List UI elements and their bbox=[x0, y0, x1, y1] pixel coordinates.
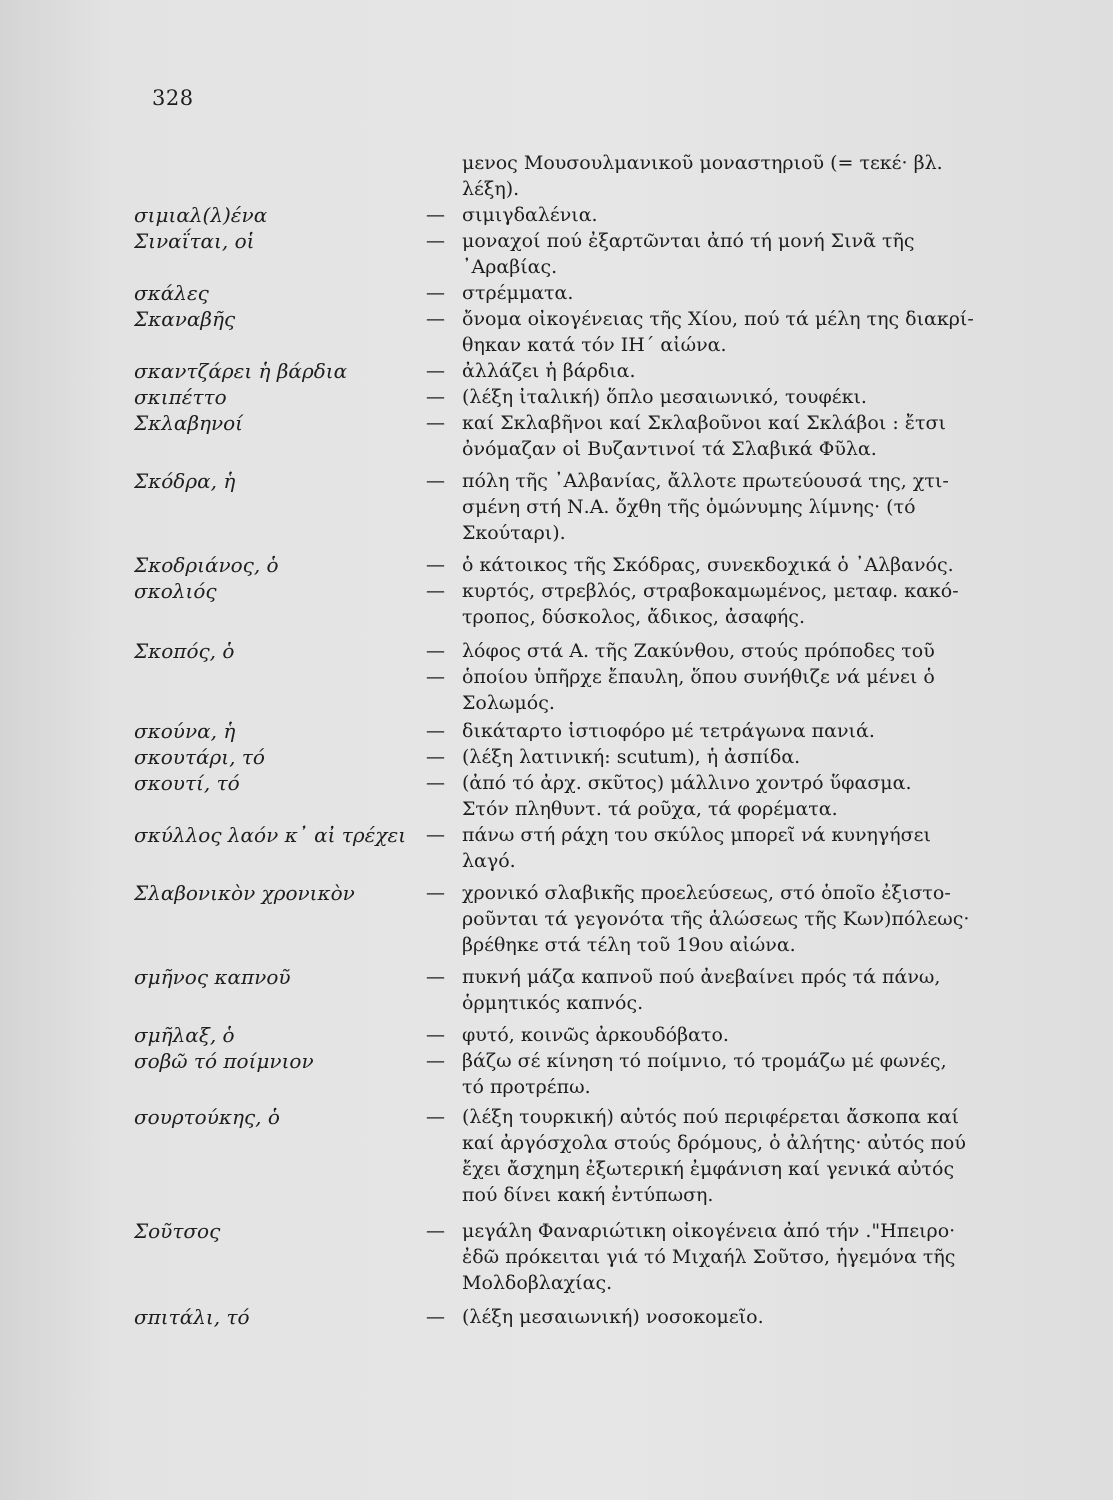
definition-line: Στόν πληθυντ. τά ροῦχα, τά φορέματα. bbox=[462, 798, 838, 820]
definition bbox=[426, 384, 1004, 410]
entry-definitions bbox=[426, 1104, 1004, 1208]
definition-line: — φυτό, κοινῶς ἀρκουδόβατο. bbox=[462, 1024, 729, 1046]
definition-line: τό προτρέπω. bbox=[462, 1076, 591, 1098]
definition-line: — δικάταρτο ἱστιοφόρο μέ τετράγωνα πανιά. bbox=[462, 720, 875, 742]
definition-line: — (λέξη ἰταλική) ὅπλο μεσαιωνικό, τουφέκι. bbox=[462, 386, 867, 408]
definition-line: — λόφος στά Α. τῆς Ζακύνθου, στούς πρόποδες τοῦ bbox=[462, 640, 935, 662]
definition bbox=[426, 202, 1004, 228]
glossary-entry bbox=[134, 1104, 1004, 1208]
definition-line: — (λέξη μεσαιωνική) νοσοκομεῖο. bbox=[462, 1306, 764, 1328]
glossary-entry bbox=[134, 552, 1004, 578]
definition bbox=[426, 280, 1004, 306]
definition bbox=[426, 1218, 1004, 1296]
entry-definitions bbox=[426, 822, 1004, 874]
definition bbox=[426, 410, 1004, 462]
definition bbox=[426, 1022, 1004, 1048]
definition-line: καί ἀργόσχολα στούς δρόμους, ὁ ἀλήτης· αὐτός πού bbox=[462, 1132, 966, 1154]
definition-line: — πυκνή μάζα καπνοῦ πού ἀνεβαίνει πρός τά πάνω, bbox=[462, 966, 941, 988]
entry-definitions bbox=[426, 228, 1004, 280]
entry-definitions bbox=[426, 552, 1004, 578]
definition bbox=[426, 150, 1004, 202]
entry-definitions bbox=[426, 468, 1004, 546]
page-number: 328 bbox=[152, 86, 194, 110]
glossary-entry bbox=[134, 384, 1004, 410]
definition bbox=[426, 638, 1004, 664]
glossary-entry bbox=[134, 306, 1004, 358]
entry-lemma: σουρτούκης, ὁ bbox=[134, 1105, 280, 1129]
definition-line: τροπος, δύσκολος, ἄδικος, ἀσαφής. bbox=[462, 606, 805, 628]
entry-definitions bbox=[426, 770, 1004, 822]
entry-lemma: σκύλλος λαόν κ᾿ αἰ τρέχει bbox=[134, 823, 407, 847]
definition-line: — ἀλλάζει ἡ βάρδια. bbox=[462, 360, 636, 382]
entry-lemma: σκουτάρι, τό bbox=[134, 745, 265, 769]
entry-definitions bbox=[426, 718, 1004, 744]
definition-line: Σκούταρι). bbox=[462, 522, 566, 544]
definition-line: ὀνόμαζαν οἱ Βυζαντινοί τά Σλαβικά Φῦλα. bbox=[462, 438, 877, 460]
entry-definitions bbox=[426, 384, 1004, 410]
entry-lemma bbox=[134, 150, 426, 202]
definition-line: Σολωμός. bbox=[462, 692, 555, 714]
definition-line: — χρονικό σλαβικῆς προελεύσεως, στό ὁποῖο ἐξιστο- bbox=[462, 882, 951, 904]
entry-definitions bbox=[426, 202, 1004, 228]
definition-line: ἐδῶ πρόκειται γιά τό Μιχαήλ Σοῦτσο, ἡγεμόνα τῆς bbox=[462, 1246, 956, 1268]
entry-lemma: σπιτάλι, τό bbox=[134, 1305, 250, 1329]
entry-lemma: σκάλες bbox=[134, 281, 209, 305]
entry-definitions bbox=[426, 1218, 1004, 1296]
definition bbox=[426, 1304, 1004, 1330]
entry-lemma: Σκοπός, ὁ bbox=[134, 639, 235, 663]
glossary-entry bbox=[134, 964, 1004, 1016]
definition-line: — σιμιγδαλένια. bbox=[462, 204, 598, 226]
glossary-entry bbox=[134, 1304, 1004, 1330]
entry-lemma: σκουτί, τό bbox=[134, 771, 240, 795]
definition-line: — μεγάλη Φαναριώτικη οἰκογένεια ἀπό τήν ."Ηπειρο· bbox=[462, 1220, 956, 1242]
definition bbox=[426, 468, 1004, 546]
definition-line: λαγό. bbox=[462, 850, 516, 872]
glossary-entry bbox=[134, 718, 1004, 744]
definition-line: — (λέξη τουρκική) αὐτός πού περιφέρεται ἄσκοπα καί bbox=[462, 1106, 959, 1128]
definition-line: βρέθηκε στά τέλη τοῦ 19ου αἰώνα. bbox=[462, 934, 796, 956]
entry-definitions bbox=[426, 744, 1004, 770]
glossary-entry bbox=[134, 770, 1004, 822]
glossary-entry bbox=[134, 150, 1004, 202]
entry-lemma: Σιναΐται, οἱ bbox=[134, 229, 255, 253]
definition-line: — πάνω στή ράχη του σκύλος μπορεῖ νά κυνηγήσει bbox=[462, 824, 931, 846]
entry-definitions bbox=[426, 410, 1004, 462]
definition-line: ἔχει ἄσχημη ἐξωτερική ἐμφάνιση καί γενικά αὐτός bbox=[462, 1158, 955, 1180]
definition bbox=[426, 552, 1004, 578]
definition bbox=[426, 744, 1004, 770]
definition-line: πού δίνει κακή ἐντύπωση. bbox=[462, 1184, 714, 1206]
entry-definitions bbox=[426, 1304, 1004, 1330]
entry-definitions bbox=[426, 150, 1004, 202]
entry-lemma: Σκαναβῆς bbox=[134, 307, 236, 331]
glossary-entry bbox=[134, 1022, 1004, 1048]
glossary-entry bbox=[134, 822, 1004, 874]
definition-line: ὁρμητικός καπνός. bbox=[462, 992, 644, 1014]
glossary-entry bbox=[134, 410, 1004, 462]
definition-line: — στρέμματα. bbox=[462, 282, 574, 304]
glossary-entry bbox=[134, 880, 1004, 958]
definition bbox=[426, 228, 1004, 280]
definition-line: θηκαν κατά τόν ΙΗ΄ αἰώνα. bbox=[462, 334, 727, 356]
definition bbox=[426, 770, 1004, 822]
entry-lemma: Σκόδρα, ἡ bbox=[134, 469, 236, 493]
definition-line: — ὄνομα οἰκογένειας τῆς Χίου, πού τά μέλη της διακρί- bbox=[462, 308, 974, 330]
glossary-entry bbox=[134, 228, 1004, 280]
definition-line: Μολδοβλαχίας. bbox=[462, 1272, 613, 1294]
glossary-entry bbox=[134, 468, 1004, 546]
entry-definitions bbox=[426, 358, 1004, 384]
definition-line: ᾿Αραβίας. bbox=[462, 256, 558, 278]
entry-lemma: σκιπέττο bbox=[134, 385, 227, 409]
definition-line: — καί Σκλαβῆνοι καί Σκλαβοῦνοι καί Σκλάβοι : ἔτσι bbox=[462, 412, 946, 434]
glossary-entry bbox=[134, 744, 1004, 770]
glossary-entries bbox=[134, 150, 1004, 1330]
definition bbox=[426, 306, 1004, 358]
definition bbox=[426, 718, 1004, 744]
entry-definitions bbox=[426, 1048, 1004, 1100]
definition bbox=[426, 664, 1004, 716]
glossary-entry bbox=[134, 578, 1004, 630]
entry-lemma: σιμιαλ(λ)ένα bbox=[134, 203, 268, 227]
entry-definitions bbox=[426, 964, 1004, 1016]
definition bbox=[426, 578, 1004, 630]
glossary-entry bbox=[134, 1218, 1004, 1296]
definition-line: — ὁ κάτοικος τῆς Σκόδρας, συνεκδοχικά ὁ ᾿Αλβανός. bbox=[462, 554, 954, 576]
definition-line: — μοναχοί πού ἐξαρτῶνται ἀπό τή μονή Σινᾶ τῆς bbox=[462, 230, 915, 252]
entry-lemma: σμῆνος καπνοῦ bbox=[134, 965, 291, 989]
definition-line: — βάζω σέ κίνηση τό ποίμνιο, τό τρομάζω μέ φωνές, bbox=[462, 1050, 947, 1072]
definition bbox=[426, 1048, 1004, 1100]
definition bbox=[426, 880, 1004, 958]
definition-line: μενος Μουσουλμανικοῦ μοναστηριοῦ (= τεκέ· βλ. bbox=[462, 152, 943, 174]
entry-lemma: σμῆλαξ, ὁ bbox=[134, 1023, 235, 1047]
definition-line: ροῦνται τά γεγονότα τῆς ἁλώσεως τῆς Κων)πόλεως· bbox=[462, 908, 970, 930]
entry-lemma: σκούνα, ἡ bbox=[134, 719, 236, 743]
entry-definitions bbox=[426, 578, 1004, 630]
definition-line: λέξη). bbox=[462, 178, 520, 200]
glossary-entry bbox=[134, 202, 1004, 228]
entry-definitions bbox=[426, 1022, 1004, 1048]
entry-lemma: Σοῦτσος bbox=[134, 1219, 221, 1243]
definition bbox=[426, 964, 1004, 1016]
definition bbox=[426, 1104, 1004, 1208]
definition-line: — κυρτός, στρεβλός, στραβοκαμωμένος, μεταφ. κακό- bbox=[462, 580, 959, 602]
entry-definitions bbox=[426, 280, 1004, 306]
entry-definitions bbox=[426, 880, 1004, 958]
definition-line: σμένη στή Ν.Α. ὄχθη τῆς ὁμώνυμης λίμνης· (τό bbox=[462, 496, 916, 518]
entry-lemma: σκαντζάρει ἡ βάρδια bbox=[134, 359, 348, 383]
entry-lemma: Σλαβονικὸν χρονικὸν bbox=[134, 881, 355, 905]
glossary-entry bbox=[134, 1048, 1004, 1100]
glossary-entry bbox=[134, 358, 1004, 384]
definition-line: — ὁποίου ὑπῆρχε ἔπαυλη, ὅπου συνήθιζε νά μένει ὁ bbox=[462, 666, 935, 688]
definition-line: — (ἀπό τό ἀρχ. σκῦτος) μάλλινο χοντρό ὕφασμα. bbox=[462, 772, 912, 794]
entry-lemma: σοβῶ τό ποίμνιον bbox=[134, 1049, 314, 1073]
definition-line: — πόλη τῆς ᾿Αλβανίας, ἄλλοτε πρωτεύουσά της, χτι- bbox=[462, 470, 949, 492]
definition bbox=[426, 358, 1004, 384]
entry-definitions bbox=[426, 306, 1004, 358]
glossary-entry bbox=[134, 280, 1004, 306]
entry-definitions bbox=[426, 638, 1004, 716]
definition bbox=[426, 822, 1004, 874]
glossary-entry bbox=[134, 638, 1004, 716]
entry-lemma: σκολιός bbox=[134, 579, 217, 603]
entry-lemma: Σκλαβηνοί bbox=[134, 411, 244, 435]
definition-line: — (λέξη λατινική: scutum), ἡ ἀσπίδα. bbox=[462, 746, 801, 768]
entry-lemma: Σκοδριάνος, ὁ bbox=[134, 553, 279, 577]
